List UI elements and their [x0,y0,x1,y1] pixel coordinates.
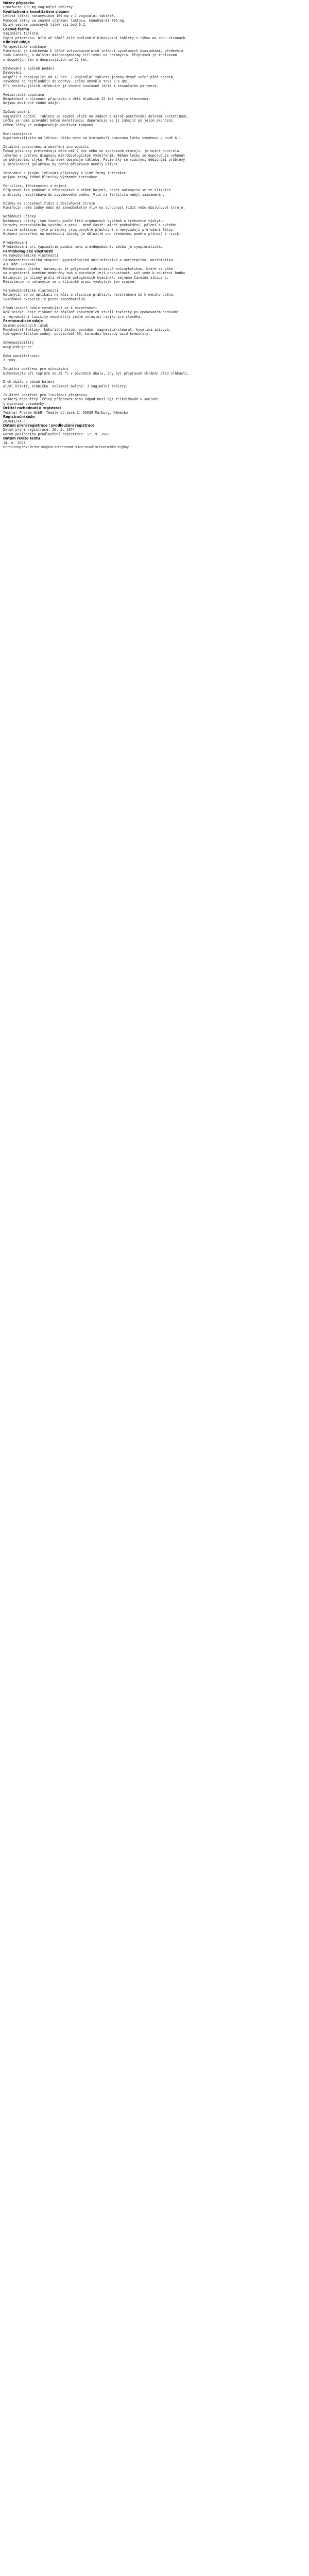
text-line: prakticky nevstřebává do systémového oběhu. Vliv na fertilitu nebyl zaznamenán. [3,192,165,197]
text-line: Neuplatňuje se. [3,345,34,349]
text-line [3,88,306,92]
text-line: 14. 6. 2021 [3,440,26,445]
text-line [3,376,306,380]
text-line: s intolerancí galaktosy by tento přípravek neměly užívat. [3,162,120,166]
text-line: Poruchy reprodukčního systému a prsu - méně časté: mírné podráždění, pálení a svědění [3,223,177,228]
text-line: Nežádoucí účinky jsou řazeny podle tříd orgánových systémů a frekvence výskytu. [3,218,165,223]
text-line: Dávkování a způsob podání [3,66,55,71]
text-line: Fertilita, těhotenství a kojení [3,184,67,189]
text-line: Monohydrát laktosy, kukuřičný škrob, povidon, magnesium-stearát, kyselina adipová, [3,327,171,332]
text-line: Během léčby se nedoporučuje používat tampony. [3,123,95,127]
text-line: Přípravek lze podávat v těhotenství a během kojení, neboť natamycin se ze sliznice [3,188,171,193]
text-line [3,197,306,201]
text-line [3,166,306,171]
text-line: Systémová expozice je proto zanedbatelná. [3,297,87,301]
text-line: Hypersenzitivita na léčivou látku nebo na kteroukoli pomocnou látku uvedenou v bodě 6.1. [3,136,183,141]
text-line: Léčba se nemá provádět během menstruace; doporučuje se ji zahájit po jejím skončení. [3,118,175,123]
text-line: lékařem a ověření diagnózy mikrobiologickým vyšetřením. Během léčby se doporučuje vyhnout [3,153,185,158]
section-heading: Léková forma [3,27,29,31]
text-line: Zvláštní upozornění a opatření pro použití [3,144,89,149]
text-line: 26/041/74-C [3,419,26,423]
section-heading: Klinické údaje [3,40,30,45]
text-line: Natamycin se po aplikaci na kůži a sliznice prakticky nevstřebává do krevního oběhu. [3,293,175,297]
text-line: Nejsou známy žádné klinicky významné interakce. [3,175,99,180]
section-heading: Držitel rozhodnutí o registraci [3,406,61,411]
text-line: Předklinické údaje vztahující se k bezpečnosti [3,306,97,310]
text-line [3,363,306,367]
text-line: ATC kód: G01AA02. [3,262,38,267]
text-line: Pediatrická populace [3,92,44,97]
text-line: Interakce s jinými léčivými přípravky a jiné formy interakce [3,171,126,175]
text-line: Dospělí a dospívající od 12 let: 1 vaginální tableta jednou denně večer před spaním, [3,75,175,79]
text-line [3,141,306,145]
text-line: Hlášení podezření na nežádoucí účinky je důležité pro sledování poměru přínosů a rizik. [3,232,181,236]
text-line [3,301,306,306]
text-line: Pomocné látky se známým účinkem: laktosa, monohydrát 705 mg. [3,18,126,23]
text-line: Seznam pomocných látek [3,323,48,328]
text-line: a reprodukční toxicity neodhalily žádné zvláštní riziko pro člověka. [3,314,142,319]
text-line: Natamycin je účinný proti většině patogenních kvasinek, zejména Candida albicans. [3,275,169,280]
section-heading: Datum první registrace / prodloužení registrace [3,423,95,428]
text-line: Při recidivujících infekcích je vhodné současně léčit i sexuálního partnera. [3,83,159,88]
text-line: Farmakokinetické vlastnosti [3,288,59,293]
text-line: Bezpečnost a účinnost přípravku u dětí mladších 12 let nebyla stanovena. [3,96,150,101]
text-line [3,236,306,240]
text-line: u dospělých žen a dospívajících od 12 let. [3,57,89,62]
text-line: Kontraindikace [3,131,32,136]
text-line: Úplný seznam pomocných látek viz bod 6.1. [3,23,87,27]
text-line [3,284,306,288]
text-line [3,349,306,353]
text-line: Pimafucin je indikován k léčbě vulvovaginálních infekcí vyvolaných kvasinkami, především [3,48,183,53]
text-line: Datum posledního prodloužení registrace: 17. 9. 2008 [3,432,110,436]
section-heading: Farmakologické vlastnosti [3,249,54,253]
text-line [3,62,306,66]
text-line: Zvláštní opatření pro likvidaci přípravku [3,393,87,397]
text-line: Nežádoucí účinky [3,214,36,219]
text-line [3,106,306,110]
text-line [3,336,306,341]
text-line: Datum první registrace: 26. 2. 1974 [3,428,75,432]
text-line: Uchovávejte při teplotě do 25 °C v původním obalu, aby byl přípravek chráněn před vlhkostí. [3,371,190,376]
section-heading: Registrační číslo [3,415,35,419]
text-line [3,180,306,184]
text-line: Předávkování [3,240,28,245]
text-line: Účinky na schopnost řídit a obsluhovat stroje [3,201,95,206]
text-line: s místními požadavky. [3,401,46,406]
text-line: v místě aplikace; tyto příznaky jsou obvykle přechodné a nevyžadují přerušení léčby. [3,227,175,232]
section-heading: Kvalitativní a kvantitativní složení [3,9,69,14]
text-line: Pimafucin nemá žádný nebo má zanedbatelný vliv na schopnost řídit nebo obsluhovat stroje. [3,206,185,210]
text-line: na ergosterol buněčné membrány hub a porušuje její propustnost, což vede k odumření buňky. [3,271,187,276]
text-line [3,210,306,214]
text-line: Nejsou dostupné žádné údaje. [3,101,61,106]
text-line: Způsob podání [3,110,30,114]
text-line: Terapeutické indikace [3,44,46,49]
document-body [3,1,306,450]
text-line: Farmakoterapeutická skupina: gynekologická antiinfektiva a antiseptika, antibiotika. [3,258,175,262]
section-heading: Název přípravku [3,1,35,5]
text-line: Veškerý nepoužitý léčivý přípravek nebo odpad musí být zlikvidován v souladu [3,397,159,402]
text-line: Inkompatibility [3,341,34,345]
text-line: Zvláštní opatření pro uchovávání [3,367,69,371]
illegible-note: Remaining text in the original screenshot is too small to transcribe legibly. [3,445,130,450]
text-line [3,127,306,131]
text-line: Předávkování při vaginálním podání není pravděpodobné. Léčba je symptomatická. [3,245,163,249]
text-line: Druh obalu a obsah balení [3,380,55,384]
text-line: 3 roky. [3,358,18,363]
text-line: Léčivá látka: natamycinum 100 mg v 1 vaginální tabletě. [3,14,116,19]
text-line: Vaginální podání. Tableta se zavádí vleže na zádech s mírně pokrčenými dolními končetinami. [3,114,190,118]
text-line: Al/Al blistr, krabička. Velikost balení: 3 vaginální tablety. [3,384,128,388]
text-line: Rezistence na natamycin se v klinické praxi vyskytuje jen vzácně. [3,280,136,284]
text-line: Pimafucin 100 mg vaginální tablety [3,5,73,10]
text-line: Doba použitelnosti [3,353,40,358]
text-line: se pohlavnímu styku. Přípravek obsahuje laktosu. Pacientky se vzácnými dědičnými problémy [3,158,185,162]
text-line: zavedená co nejhlouběji do pochvy. Léčba obvykle trvá 3-6 dní. [3,79,130,84]
text-line: rodu Candida, a dalšími mikroorganismy citlivými na natamycin. Přípravek je indikován [3,53,177,58]
section-heading: Farmaceutické údaje [3,319,43,324]
text-line: Popis přípravku: bílé až téměř bílé podlouhlé bikonvexní tablety s rýhou na obou stranách. [3,36,187,40]
text-line [3,388,306,393]
text-line: hydrogenuhličitan sodný, polysorbát 80, koloidní bezvodý oxid křemičitý. [3,332,150,336]
text-line: Neklinické údaje získané na základě konvenčních studií toxicity po opakovaném podávání [3,310,179,315]
text-line: Vaginální tableta. [3,31,40,36]
text-line: Temmler Pharma GmbH, Temmlerstrasse 2, 35039 Marburg, Německo [3,410,128,415]
text-line: Dávkování [3,71,22,75]
text-line: Farmakodynamické vlastnosti [3,253,59,258]
text-line: Mechanismus účinku: natamycin je polyenové makrolidové antimykotikum, které se váže [3,266,173,271]
text-line: Pokud příznaky přetrvávají déle než 7 dní nebo se opakovaně vracejí, je nutná kontrola [3,149,179,154]
section-heading: Datum revize textu [3,436,40,441]
